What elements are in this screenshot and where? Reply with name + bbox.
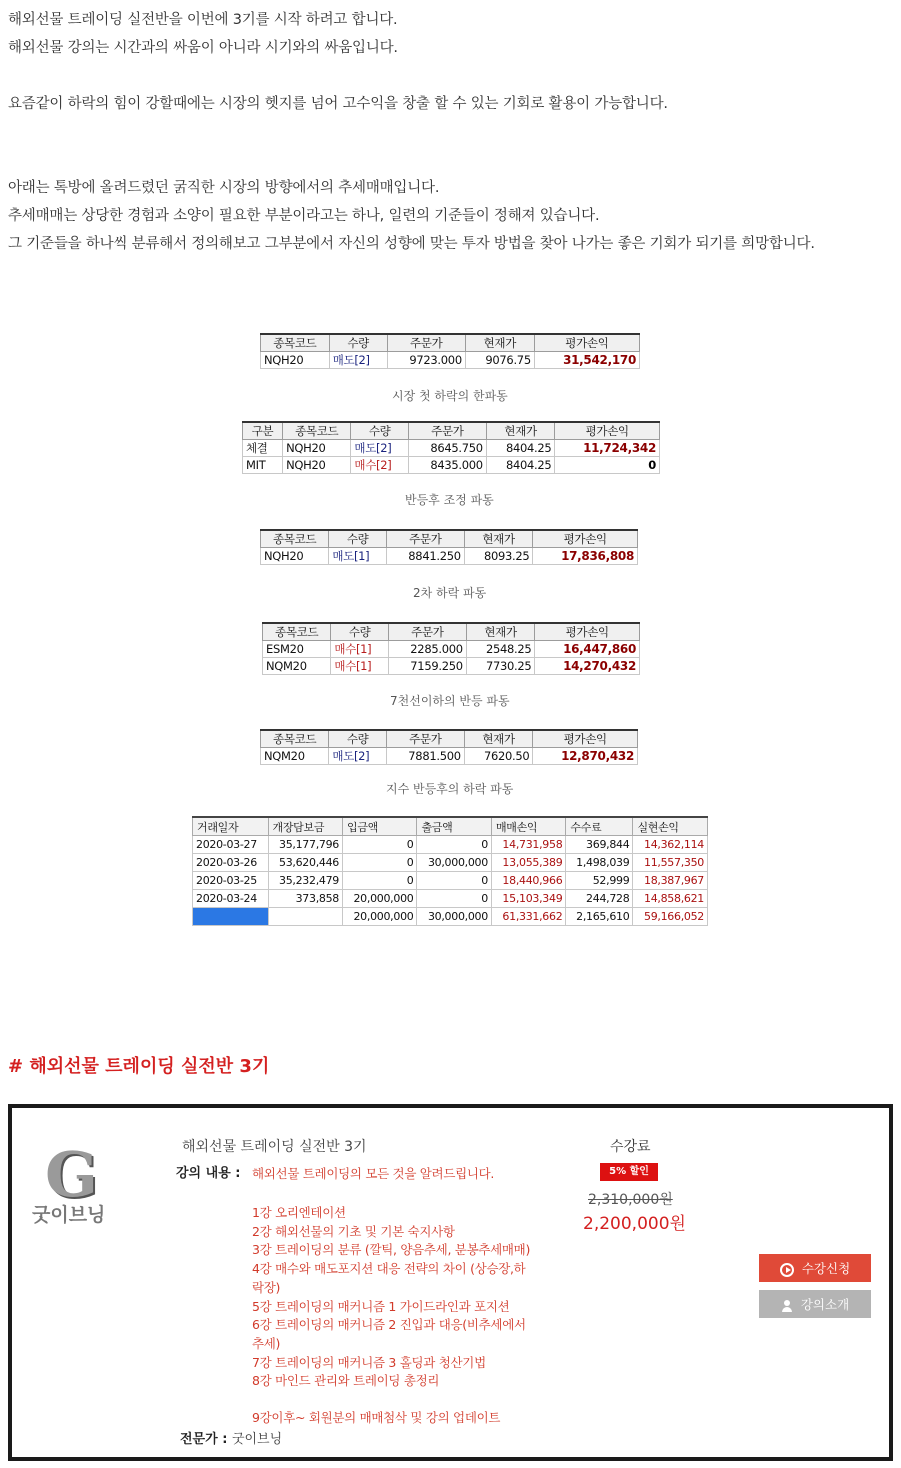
intro-line-1: 해외선물 트레이딩 실전반을 이번에 3기를 시작 하려고 합니다.: [8, 12, 398, 28]
col-header: 평가손익: [555, 422, 660, 440]
col-header: 평가손익: [535, 623, 640, 641]
total-row: [193, 908, 708, 926]
lesson-item: 1강 오리엔테이션: [252, 1205, 346, 1220]
quantity-cell: 매도[2]: [351, 440, 409, 457]
col-header: 주문가: [386, 530, 464, 548]
date-cell: 2020-03-25: [193, 872, 269, 890]
table-row: [243, 457, 660, 474]
fee-cell: 369,844: [566, 836, 633, 854]
date-cell: 2020-03-27: [193, 836, 269, 854]
collateral-cell: 35,232,479: [268, 872, 342, 890]
col-header: 입금액: [343, 817, 417, 836]
order-price-cell: 8435.000: [408, 457, 486, 474]
col-header: 현재가: [464, 730, 533, 748]
lesson-list: [252, 1204, 532, 1428]
pnl-cell: 17,836,808: [533, 548, 638, 565]
order-price-cell: 8841.250: [386, 548, 464, 565]
symbol-cell: NQM20: [263, 658, 331, 675]
trading-pnl-total-cell: 61,331,662: [491, 908, 565, 926]
col-header: 종목코드: [261, 730, 329, 748]
quantity-cell: 매수[1]: [331, 658, 389, 675]
position-table-3: [260, 529, 638, 565]
col-header: 현재가: [465, 334, 534, 352]
caption-3: 2차 하락 파동: [413, 586, 487, 600]
current-price-cell: 7730.25: [466, 658, 535, 675]
caption-2: 반등후 조정 파동: [405, 493, 494, 507]
apply-button[interactable]: [759, 1254, 871, 1282]
pnl-cell: 11,724,342: [555, 440, 660, 457]
lesson-item: 5강 트레이딩의 매커니즘 1 가이드라인과 포지션: [252, 1298, 510, 1314]
pnl-cell: 14,270,432: [535, 658, 640, 675]
intro-line-2: 해외선물 강의는 시간과의 싸움이 아니라 시기와의 싸움입니다.: [8, 40, 398, 56]
position-table-2: [242, 421, 660, 474]
table-header-row: [193, 817, 708, 836]
position-table-1: [260, 333, 640, 369]
order-price-cell: 7159.250: [388, 658, 466, 675]
order-price-cell: 2285.000: [388, 641, 466, 658]
date-cell: 2020-03-26: [193, 854, 269, 872]
current-price-cell: 8093.25: [464, 548, 533, 565]
order-price-cell: 9723.000: [387, 352, 465, 369]
quantity-cell: 매수[2]: [351, 457, 409, 474]
col-header: 거래일자: [193, 817, 269, 836]
realized-pnl-total-cell: 59,166,052: [633, 908, 708, 926]
position-table-5: [260, 729, 638, 765]
col-header: 수량: [329, 530, 387, 548]
col-header: 수수료: [566, 817, 633, 836]
content-label: 강의 내용 :: [176, 1166, 241, 1181]
symbol-cell: NQH20: [283, 440, 351, 457]
col-header: 주문가: [408, 422, 486, 440]
brand-logo: [30, 1138, 120, 1233]
course-intro-button[interactable]: [759, 1290, 871, 1318]
intro-line-4: 아래는 톡방에 올려드렸던 굵직한 시장의 방향에서의 추세매매입니다.: [8, 180, 440, 196]
collateral-cell: 373,858: [268, 890, 342, 908]
fee-cell: 244,728: [566, 890, 633, 908]
pnl-cell: 31,542,170: [534, 352, 639, 369]
table-row: [193, 890, 708, 908]
lesson-item: 6강 트레이딩의 매커니즘 2 진입과 대응(비추세에서 추세): [252, 1317, 526, 1351]
intro-line-5: 추세매매는 상당한 경험과 소양이 필요한 부분이라고는 하나, 일련의 기준들이 정해져 있습니다.: [8, 208, 600, 224]
play-circle-icon: [780, 1263, 794, 1277]
symbol-cell: NQM20: [261, 748, 329, 765]
col-header: 종목코드: [283, 422, 351, 440]
position-table-4: [262, 622, 640, 675]
lesson-spacer: [252, 1391, 532, 1409]
trading-pnl-cell: 13,055,389: [491, 854, 565, 872]
current-price-cell: 8404.25: [486, 457, 555, 474]
col-header: 개장담보금: [268, 817, 342, 836]
original-price: 2,310,000원: [588, 1192, 673, 1208]
order-price-cell: 8645.750: [408, 440, 486, 457]
table-row: [193, 854, 708, 872]
withdrawal-total-cell: 30,000,000: [417, 908, 491, 926]
person-icon: [781, 1300, 793, 1312]
col-header: 매매손익: [491, 817, 565, 836]
col-header: 수량: [351, 422, 409, 440]
deposit-cell: 0: [343, 836, 417, 854]
course-card: [8, 1104, 893, 1461]
lesson-item: 4강 매수와 매도포지션 대응 전략의 차이 (상승장,하락장): [252, 1261, 526, 1295]
realized-pnl-cell: 18,387,967: [633, 872, 708, 890]
fee-cell: 52,999: [566, 872, 633, 890]
table-header-row: [243, 422, 660, 440]
col-header: 평가손익: [533, 530, 638, 548]
content-description: 해외선물 트레이딩의 모든 것을 알려드립니다.: [252, 1166, 495, 1181]
fee-cell: 1,498,039: [566, 854, 633, 872]
realized-pnl-cell: 11,557,350: [633, 854, 708, 872]
order-price-cell: 7881.500: [386, 748, 464, 765]
realized-pnl-cell: 14,362,114: [633, 836, 708, 854]
current-price-cell: 7620.50: [464, 748, 533, 765]
fee-label: 수강료: [610, 1139, 651, 1155]
symbol-cell: ESM20: [263, 641, 331, 658]
trading-pnl-cell: 14,731,958: [491, 836, 565, 854]
col-header: 현재가: [486, 422, 555, 440]
table-row: [261, 748, 638, 765]
col-header: 현재가: [464, 530, 533, 548]
discount-badge: 5% 할인: [600, 1163, 658, 1181]
col-header: 종목코드: [261, 334, 330, 352]
col-header: 실현손익: [633, 817, 708, 836]
col-header: 종목코드: [261, 530, 329, 548]
quantity-cell: 매도[2]: [329, 748, 387, 765]
table-row: [261, 548, 638, 565]
course-intro-button-label: 강의소개: [800, 1298, 850, 1312]
intro-line-3: 요즘같이 하락의 힘이 강할때에는 시장의 헷지를 넘어 고수익을 창출 할 수 있는 기회로 활용이 가능합니다.: [8, 96, 668, 112]
expert-label: 전문가 :: [180, 1432, 228, 1447]
withdrawal-cell: 30,000,000: [417, 854, 491, 872]
col-header: 주문가: [386, 730, 464, 748]
date-cell: 2020-03-24: [193, 890, 269, 908]
caption-5: 지수 반등후의 하락 파동: [386, 782, 514, 796]
table-row: [263, 641, 640, 658]
col-header: 평가손익: [533, 730, 638, 748]
col-header: 주문가: [387, 334, 465, 352]
current-price-cell: 9076.75: [465, 352, 534, 369]
trading-pnl-cell: 15,103,349: [491, 890, 565, 908]
collateral-cell: 35,177,796: [268, 836, 342, 854]
intro-line-6: 그 기준들을 하나씩 분류해서 정의해보고 그부분에서 자신의 성향에 맞는 투자 방법을 찾아 나가는 좋은 기회가 되기를 희망합니다.: [8, 236, 815, 252]
pnl-cell: 12,870,432: [533, 748, 638, 765]
caption-1: 시장 첫 하락의 한파동: [392, 389, 508, 403]
daily-summary-table: [192, 816, 708, 926]
col-header: 현재가: [466, 623, 535, 641]
kind-cell: MIT: [243, 457, 283, 474]
sale-price: 2,200,000원: [583, 1214, 686, 1234]
lesson-item: 3강 트레이딩의 분류 (깔틱, 양음추세, 분봉추세매매): [252, 1242, 531, 1258]
logo-letter: G: [45, 1138, 98, 1211]
col-header: 수량: [331, 623, 389, 641]
col-header: 구분: [243, 422, 283, 440]
deposit-cell: 0: [343, 854, 417, 872]
pnl-cell: 16,447,860: [535, 641, 640, 658]
selected-cell: [193, 908, 269, 926]
symbol-cell: NQH20: [261, 352, 330, 369]
lesson-item: 7강 트레이딩의 매커니즘 3 홀딩과 청산기법: [252, 1354, 486, 1370]
lesson-item: 2강 해외선물의 기초 및 기본 숙지사항: [252, 1223, 455, 1239]
quantity-cell: 매도[1]: [329, 548, 387, 565]
withdrawal-cell: 0: [417, 890, 491, 908]
col-header: 수량: [329, 730, 387, 748]
symbol-cell: NQH20: [283, 457, 351, 474]
realized-pnl-cell: 14,858,621: [633, 890, 708, 908]
expert-row: [180, 1428, 282, 1447]
quantity-cell: 매도[2]: [329, 352, 387, 369]
table-header-row: [261, 730, 638, 748]
col-header: 평가손익: [534, 334, 639, 352]
apply-button-label: 수강신청: [801, 1262, 851, 1276]
kind-cell: 체결: [243, 440, 283, 457]
collateral-total-cell: [268, 908, 342, 926]
table-row: [193, 872, 708, 890]
quantity-cell: 매수[1]: [331, 641, 389, 658]
lesson-item: 8강 마인드 관리와 트레이딩 총정리: [252, 1373, 440, 1389]
withdrawal-cell: 0: [417, 872, 491, 890]
collateral-cell: 53,620,446: [268, 854, 342, 872]
col-header: 종목코드: [263, 623, 331, 641]
current-price-cell: 8404.25: [486, 440, 555, 457]
table-header-row: [263, 623, 640, 641]
table-row: [193, 836, 708, 854]
col-header: 수량: [329, 334, 387, 352]
caption-4: 7천선이하의 반등 파동: [390, 694, 510, 708]
withdrawal-cell: 0: [417, 836, 491, 854]
current-price-cell: 2548.25: [466, 641, 535, 658]
symbol-cell: NQH20: [261, 548, 329, 565]
fee-total-cell: 2,165,610: [566, 908, 633, 926]
pnl-cell: 0: [555, 457, 660, 474]
deposit-total-cell: 20,000,000: [343, 908, 417, 926]
table-row: [261, 352, 640, 369]
deposit-cell: 0: [343, 872, 417, 890]
expert-name: 굿이브닝: [231, 1432, 283, 1447]
table-header-row: [261, 530, 638, 548]
lesson-item: 9강이후~ 회원분의 매매첨삭 및 강의 업데이트: [252, 1410, 501, 1426]
trading-pnl-cell: 18,440,966: [491, 872, 565, 890]
deposit-cell: 20,000,000: [343, 890, 417, 908]
col-header: 출금액: [417, 817, 491, 836]
section-title: # 해외선물 트레이딩 실전반 3기: [8, 1056, 270, 1077]
table-header-row: [261, 334, 640, 352]
course-title: 해외선물 트레이딩 실전반 3기: [182, 1139, 367, 1155]
table-row: [263, 658, 640, 675]
col-header: 주문가: [388, 623, 466, 641]
logo-text: 굿이브닝: [32, 1204, 106, 1226]
table-row: [243, 440, 660, 457]
